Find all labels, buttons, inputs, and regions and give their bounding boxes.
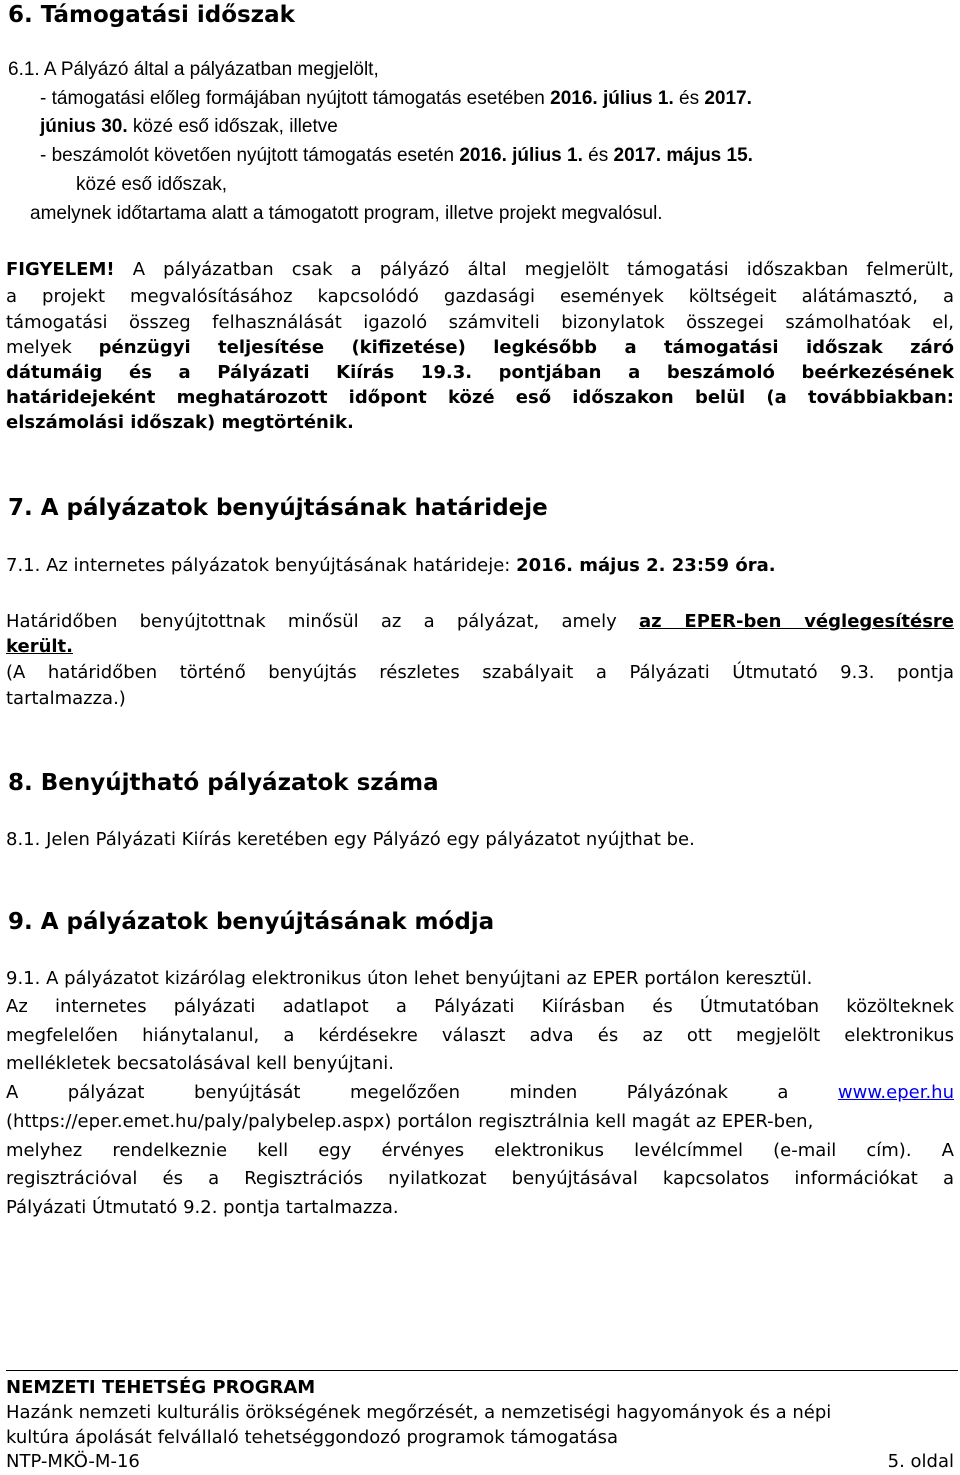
s6-p1-line4: - beszámolót követően nyújtott támogatás esetén 2016. július 1. és 2017. május 15.: [40, 145, 753, 166]
s9-line6: (https://eper.emet.hu/paly/palybelep.aspx) portálon regisztrálnia kell magát az EPER-ben,: [6, 1111, 814, 1132]
s9-line2: Az internetes pályázati adatlapot a Pályázati Kiírásban és Útmutatóban közölteknek: [6, 996, 954, 1017]
footer-line2: kultúra ápolását felvállaló tehetséggondozó programok támogatása: [6, 1427, 619, 1448]
s9-line5: A pályázat benyújtását megelőzően minden Pályázónak a www.eper.hu: [6, 1082, 954, 1103]
s6-p1-line1: 6.1. A Pályázó által a pályázatban megjelölt,: [8, 59, 379, 80]
section-9-heading: 9. A pályázatok benyújtásának módja: [8, 909, 495, 935]
s9-line7: melyhez rendelkeznie kell egy érvényes elektronikus levélcímmel (e-mail cím). A: [6, 1140, 954, 1161]
footer-divider: [6, 1370, 958, 1371]
s7-line1: 7.1. Az internetes pályázatok benyújtásának határideje: 2016. május 2. 23:59 óra.: [6, 555, 776, 576]
footer-title: NEMZETI TEHETSÉG PROGRAM: [6, 1377, 316, 1398]
s6-note-line1: FIGYELEM! A pályázatban csak a pályázó által megjelölt támogatási időszakban felmerült,: [6, 259, 954, 280]
s6-note-line5: dátumáig és a Pályázati Kiírás 19.3. pontjában a beszámoló beérkezésének: [6, 362, 954, 383]
s7-line5: tartalmazza.): [6, 688, 126, 709]
footer-code: NTP-MKÖ-M-16: [6, 1451, 140, 1472]
s6-note-line3: támogatási összeg felhasználását igazoló számviteli bizonylatok összegei számolhatóak el,: [6, 312, 954, 333]
s6-note-line2: a projekt megvalósításához kapcsolódó gazdasági események költségeit alátámasztó, a: [6, 286, 954, 307]
s9-line4: mellékletek becsatolásával kell benyújtani.: [6, 1053, 394, 1074]
s8-line1: 8.1. Jelen Pályázati Kiírás keretében egy Pályázó egy pályázatot nyújthat be.: [6, 829, 695, 850]
s7-line2: Határidőben benyújtottnak minősül az a pályázat, amely az EPER-ben véglegesítésre: [6, 611, 954, 632]
s6-p1-line5: közé eső időszak,: [76, 174, 228, 195]
s7-line3: került.: [6, 636, 73, 657]
page-number: 5. oldal: [887, 1451, 954, 1472]
section-6-heading: 6. Támogatási időszak: [8, 2, 295, 28]
s6-note-line7: elszámolási időszak) megtörténik.: [6, 412, 354, 433]
s6-note-line4: melyek pénzügyi teljesítése (kifizetése) legkésőbb a támogatási időszak záró: [6, 337, 954, 358]
s9-line8: regisztrációval és a Regisztrációs nyilatkozat benyújtásával kapcsolatos információkat a: [6, 1168, 954, 1189]
s6-p1-line3: június 30. közé eső időszak, illetve: [40, 116, 338, 137]
s6-p1-line6: amelynek időtartama alatt a támogatott program, illetve projekt megvalósul.: [30, 203, 663, 224]
s9-line1: 9.1. A pályázatot kizárólag elektronikus úton lehet benyújtani az EPER portálon keresztül.: [6, 968, 813, 989]
section-8-heading: 8. Benyújtható pályázatok száma: [8, 770, 439, 796]
footer-line1: Hazánk nemzeti kulturális örökségének megőrzését, a nemzetiségi hagyományok és a népi: [6, 1402, 832, 1423]
s9-line9: Pályázati Útmutató 9.2. pontja tartalmazza.: [6, 1197, 399, 1218]
s6-p1-line2: - támogatási előleg formájában nyújtott támogatás esetében 2016. július 1. és 2017.: [40, 88, 752, 109]
s6-note-line6: határidejeként meghatározott időpont közé eső időszakon belül (a továbbiakban:: [6, 387, 954, 408]
section-7-heading: 7. A pályázatok benyújtásának határideje: [8, 495, 548, 521]
s7-line4: (A határidőben történő benyújtás részletes szabályait a Pályázati Útmutató 9.3. pontja: [6, 662, 954, 683]
eper-link[interactable]: www.eper.hu: [837, 1082, 954, 1103]
s9-line3: megfelelően hiánytalanul, a kérdésekre választ adva és az ott megjelölt elektronikus: [6, 1025, 954, 1046]
